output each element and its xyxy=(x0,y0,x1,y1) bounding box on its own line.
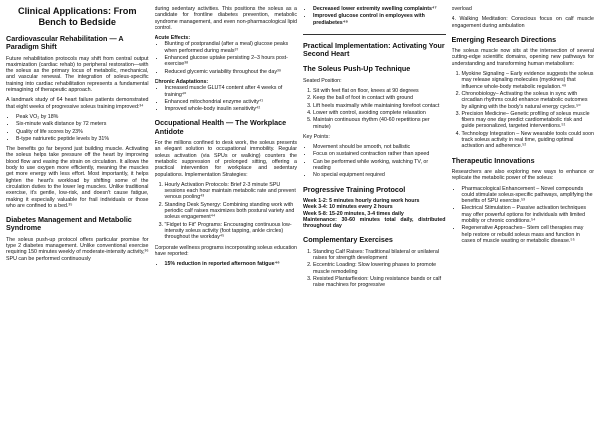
bulleted-list-col2-block-10 xyxy=(155,261,298,267)
list-item: 1. Sit with feet flat on floor, knees at 90 degrees xyxy=(313,88,446,94)
bulleted-list-col1-block-4 xyxy=(6,114,149,142)
numbered-list-col2-block-8 xyxy=(155,182,298,241)
list-item: 3. Precision Medicine– Genetic profiling of soleus muscle fibers may one day predict cardiometabolic risk and guide personalized, targeted interventions.⁵¹ xyxy=(462,111,595,130)
paragraph-col3-block-7: Key Points: xyxy=(303,133,330,140)
list-item: • Can be performed while working, watching TV, or reading xyxy=(313,159,446,172)
list-item: 3. "Fidget to Fit" Programs: Encouraging continuous low-intensity soleus activity (foot tapping, ankle circles) throughout the workday⁴⁵ xyxy=(165,222,298,241)
list-item: • Pharmacological Enhancement – Novel compounds could stimulate soleus-specific pathways, amplifying the benefits of SPU exercise.⁵³ xyxy=(462,186,595,205)
list-item: • Regenerative Approaches– Stem cell therapies may help restore or rebuild soleus mass and function in cases of muscle wasting or metabolic disease.⁵⁵ xyxy=(462,225,595,244)
page-title: Clinical Applications: From Bench to Bedside xyxy=(17,6,137,27)
column-1 xyxy=(6,6,149,424)
list-item: 3. Resisted Plantarflexion: Using resistance bands or calf raise machines for progressive xyxy=(313,276,446,289)
list-item: 4. Lower with control, avoiding complete relaxation xyxy=(313,110,446,116)
list-item: 3. Lift heels maximally while maintaining forefoot contact xyxy=(313,103,446,109)
paragraph-col2-block-7: For the millions confined to desk work, the soleus presents an elegant solution to occupational immobility. Regular soleus activation (via SPUs or walking) counters the metabolic suppression of prolonged sitting, offering a practical intervention for workplace and sedentary populations. Implementation Strategies: xyxy=(154,140,297,178)
list-item: 2. Eccentric Loading: Slow lowering phases to promote muscle remodeling xyxy=(313,262,446,275)
paragraph-col1-block-7: The soleus push-up protocol offers particular promise for type 2 diabetes management. Unlike conventional exercise requiring 150 minutes weekly of moderate-intensity activity,³⁶ SPU can be performed continuously xyxy=(6,236,149,262)
list-item: • Improved glucose control in employees with prediabetes⁴⁸ xyxy=(313,13,446,26)
list-item: 1. Hourly Activation Protocols: Brief 2-3 minute SPU sessions each hour maintain metabolic rate and prevent venous pooling⁴³ xyxy=(165,182,298,201)
list-item: • B-type natriuretic peptide levels by 31% xyxy=(16,136,149,142)
list-item: • Peak VO₂ by 18% xyxy=(16,114,149,120)
paragraph-col4-block-7: Researchers are also exploring new ways to enhance or replicate the metabolic power of the soleus: xyxy=(451,168,594,182)
numbered-list-col3-block-12 xyxy=(303,249,446,289)
paragraph-col1-block-2: Future rehabilitation protocols may shift from central output maximization (cardiac rehab) to peripheral restoration—with the soleus as the primary locus of metabolic, mechanical, and vascular renewal. The integration of soleus-specific training into cardiac rehabilitation represents a fundamental reimagining of therapeutic approach. xyxy=(6,55,149,94)
list-item: 5. Maintain continuous rhythm (40-60 repetitions per minute) xyxy=(313,117,446,130)
section-heading-col3-block-11: Complementary Exercises xyxy=(303,235,393,245)
list-item: 1. Myokine Signaling – Early evidence suggests the soleus may release signaling molecules (myokines) that influence whole-body metabolic regulation.⁴⁹ xyxy=(462,71,595,90)
numbered-list-col3-block-6 xyxy=(303,88,446,130)
paragraph-col1-block-3: A landmark study of 64 heart failure patients demonstrated that eight weeks of progressive soleus training improved:³⁴ xyxy=(6,97,149,110)
numbered-list-col4-block-5 xyxy=(452,71,595,150)
list-item: • Focus on sustained contraction rather than speed xyxy=(313,151,446,157)
list-item: • Increased muscle GLUT4 content after 4 weeks of training⁴⁰ xyxy=(165,85,298,98)
paragraph-col2-block-1: during sedentary activities. This positions the soleus as a candidate for frontline diabetes prevention, metabolic syndrome management, and even non-pharmacological lipid control. xyxy=(154,6,297,31)
list-item: 2. Keep the ball of foot in contact with ground xyxy=(313,95,446,101)
section-heading-col4-block-3: Emerging Research Directions xyxy=(451,34,557,44)
column-3 xyxy=(303,6,446,424)
list-item: • No special equipment required xyxy=(313,172,446,178)
paragraph-col4-block-2: 4. Walking Meditation: Conscious focus on calf muscle engagement during ambulation xyxy=(451,16,594,29)
list-item: 4. Technology Integration – New wearable tools could soon track soleus activity in real time, guiding optimal activation and adherence.⁵² xyxy=(462,131,595,150)
paragraph-col2-block-9: Corporate wellness programs incorporating soleus education have reported: xyxy=(154,244,297,257)
paragraph-col4-block-1: overload xyxy=(451,6,472,12)
list-item: • Movement should be smooth, not ballistic xyxy=(313,144,446,150)
training-note: Week 1-2: 5 minutes hourly during work hours xyxy=(303,197,420,204)
bulleted-list-col2-block-5 xyxy=(155,85,298,112)
section-heading-col3-block-9: Progressive Training Protocol xyxy=(303,184,406,194)
section-heading-col2-block-6: Occupational Health — The Workplace Antidote xyxy=(154,118,287,136)
column-4 xyxy=(452,6,595,424)
list-item: • Enhanced glucose uptake persisting 2–3 hours post-exercise³⁸ xyxy=(165,55,298,68)
label-col2-block-2: Acute Effects: xyxy=(154,35,191,42)
paragraph-col1-block-5: The benefits go far beyond just building muscle. Activating the soleus helps take pressure off the heart by improving blood flow and easing the strain on circulation. It allows the body to use oxygen more efficiently, meaning the muscles get more energy with less effort. Most importantly, it helps lighten the heart's workload by shifting some of the circulation duties to the lower leg muscles. Unlike traditional exercise, it's gentle, low-risk, and doesn't cause fatigue, making it especially valuable for frail individuals or those who are confined to a bed.³⁵ xyxy=(6,146,149,209)
list-item: • Decreased lower extremity swelling complaints⁴⁷ xyxy=(313,6,446,12)
list-item: • 15% reduction in reported afternoon fatigue⁴⁶ xyxy=(165,261,298,267)
section-divider xyxy=(303,34,446,35)
training-note: Week 5-8: 15-20 minutes, 3-4 times daily xyxy=(303,210,404,217)
list-item: • Quality of life scores by 23% xyxy=(16,129,149,135)
list-item: 1. Standing Calf Raises: Traditional bilateral or unilateral raises for strength development xyxy=(313,249,446,262)
bulleted-list-col3-block-1 xyxy=(303,6,446,26)
bulleted-list-col2-block-3 xyxy=(155,41,298,74)
training-notes-col3-block-10 xyxy=(303,198,446,229)
list-item: • Six-minute walk distance by 72 meters xyxy=(16,121,149,127)
column-2 xyxy=(155,6,298,424)
list-item: • Blunting of postprandial (after a meal) glucose peaks when performed during meals³⁷ xyxy=(165,41,298,54)
list-item: • Electrical Stimulation – Passive activation techniques may offer powerful options for individuals with limited mobility or chronic conditions.⁵⁴ xyxy=(462,205,595,224)
label-col2-block-4: Chronic Adaptations: xyxy=(154,78,209,85)
section-heading-col3-block-4: The Soleus Push-Up Technique xyxy=(303,64,411,74)
bulleted-list-col4-block-8 xyxy=(452,186,595,245)
section-heading-col4-block-6: Therapeutic Innovations xyxy=(451,155,535,165)
list-item: • Improved whole-body insulin sensitivity⁴² xyxy=(165,106,298,112)
section-heading-col1-block-1: Cardiovascular Rehabilitation — A Paradigm Shift xyxy=(6,34,124,52)
training-note: Week 3-4: 10 minutes every 2 hours xyxy=(303,204,393,211)
paragraph-col3-block-5: Seated Position: xyxy=(303,77,342,84)
bulleted-list-col3-block-8 xyxy=(303,144,446,178)
training-note: Maintenance: 30-60 minutes total daily, distributed throughout day xyxy=(303,216,446,230)
section-heading-col3-block-3: Practical Implementation: Activating Your Second Heart xyxy=(303,40,445,59)
list-item: • Reduced glycemic variability throughout the day³⁹ xyxy=(165,69,298,75)
list-item: • Enhanced mitochondrial enzyme activity⁴¹ xyxy=(165,99,298,105)
list-item: 2. Standing Desk Synergy: Combining standing work with periodic calf raises maximizes both postural variety and soleus engagement⁴⁴ xyxy=(165,202,298,221)
list-item: 2. Chronobiology– Activating the soleus in sync with circadian rhythms could enhance metabolic outcomes by aligning with the body's natural energy cycles.⁵⁰ xyxy=(462,91,595,110)
paragraph-col4-block-4: The soleus muscle now sits at the intersection of several cutting-edge scientific domains, opening new pathways for understanding and transforming human metabolism: xyxy=(451,48,594,67)
section-heading-col1-block-6: Diabetes Management and Metabolic Syndrome xyxy=(6,215,132,233)
